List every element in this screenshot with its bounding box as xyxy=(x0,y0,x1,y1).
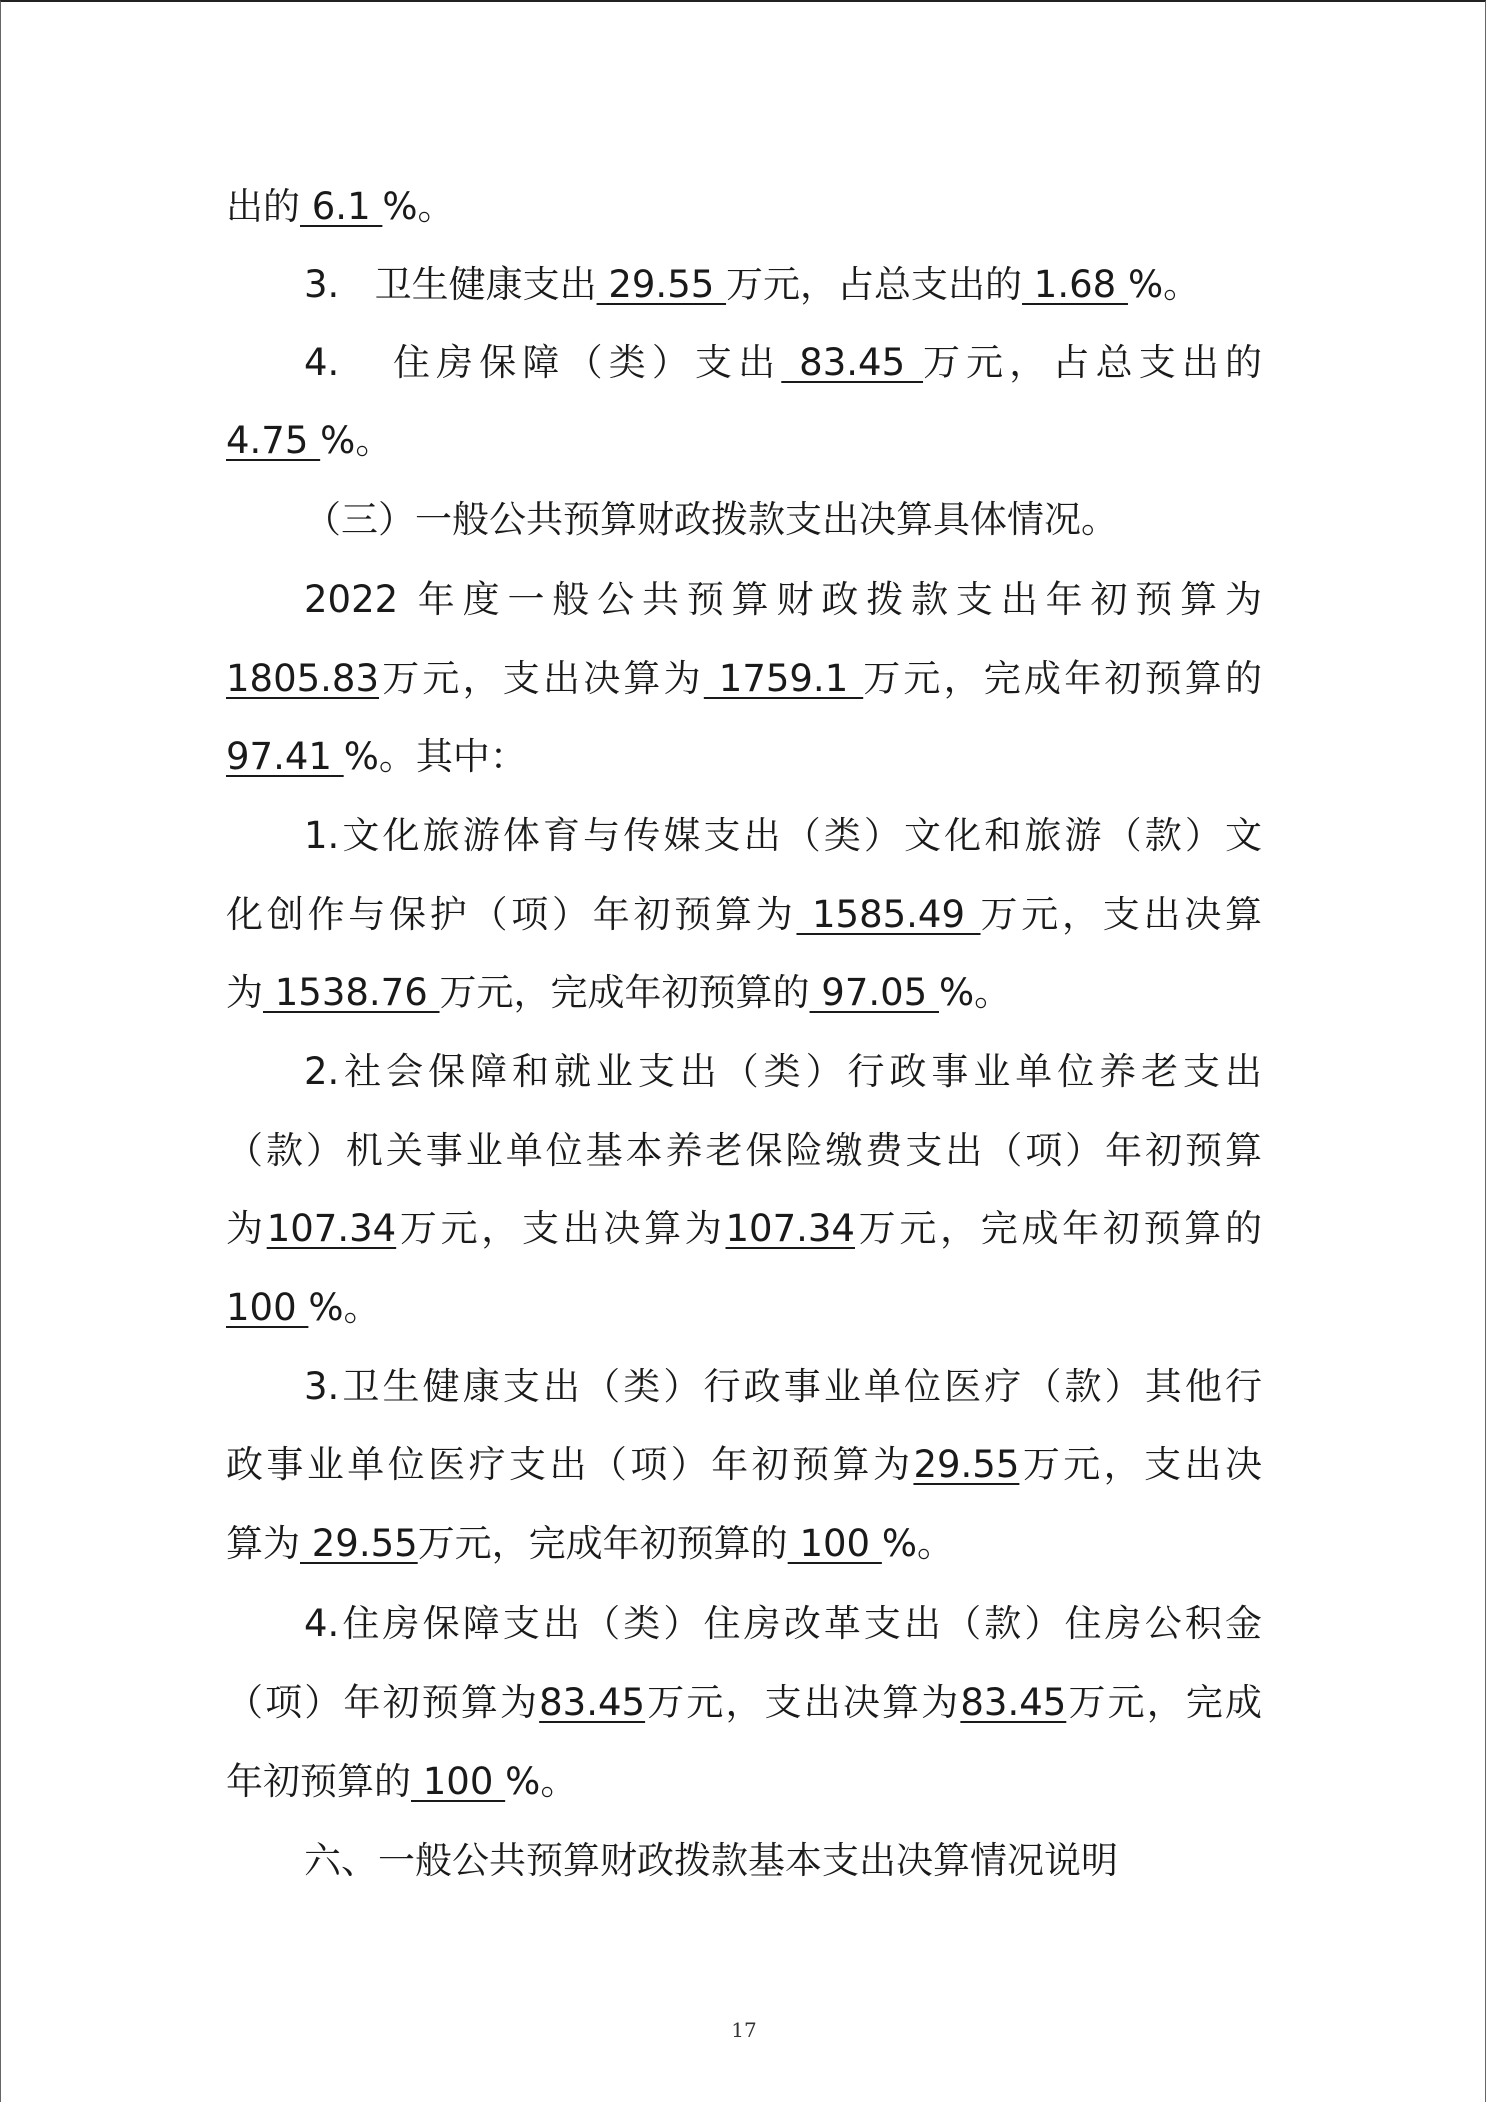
text-segment: 万元，完成 xyxy=(1066,1681,1263,1724)
text-line xyxy=(226,640,1262,718)
text-line xyxy=(226,1822,1262,1900)
text-line xyxy=(226,1504,1262,1584)
text-line xyxy=(226,1032,1262,1112)
text-segment: （三）一般公共预算财政拨款支出决算具体情况。 xyxy=(304,498,1118,541)
text-segment: %。其中： xyxy=(343,735,527,778)
underlined-value: 83.45 xyxy=(539,1681,646,1724)
text-segment: 化创作与保护（项）年初预算为 xyxy=(226,893,797,936)
text-segment: %。 xyxy=(382,185,455,228)
underlined-value: 100 xyxy=(787,1522,882,1565)
text-segment: 1.文化旅游体育与传媒支出（类）文化和旅游（款）文 xyxy=(304,814,1262,857)
underlined-value: 6.1 xyxy=(300,185,383,228)
text-segment: 万元，支出决算为 xyxy=(645,1681,961,1724)
underlined-value: 1585.49 xyxy=(796,893,981,936)
text-segment: 3.卫生健康支出（类）行政事业单位医疗（款）其他行 xyxy=(304,1365,1262,1408)
underlined-value: 1805.83 xyxy=(226,657,380,700)
text-segment: %。 xyxy=(938,971,1012,1014)
text-line xyxy=(226,1348,1262,1426)
text-line xyxy=(226,246,1262,324)
text-segment: 政事业单位医疗支出（项）年初预算为 xyxy=(226,1443,914,1486)
text-segment: 为 xyxy=(226,971,263,1014)
page-number: 17 xyxy=(731,2018,757,2042)
text-segment: 万元，完成年初预算的 xyxy=(854,1207,1262,1250)
underlined-value: 83.45 xyxy=(960,1681,1067,1724)
text-segment: 万元，占总支出的 xyxy=(726,263,1023,306)
underlined-value: 107.34 xyxy=(266,1207,397,1250)
text-segment: 3. 卫生健康支出 xyxy=(304,263,597,306)
underlined-value: 100 xyxy=(411,1760,506,1803)
text-line xyxy=(226,324,1262,402)
text-segment: 2022 年度一般公共预算财政拨款支出年初预算为 xyxy=(304,578,1262,621)
text-segment: %。 xyxy=(320,419,393,462)
text-segment: %。 xyxy=(308,1286,381,1329)
underlined-value: 97.41 xyxy=(226,735,344,778)
text-segment: 4. 住房保障（类）支出 xyxy=(304,341,782,384)
text-segment: 万元，支出决算 xyxy=(980,893,1263,936)
text-segment: 为 xyxy=(226,1207,267,1250)
text-segment: （项）年初预算为 xyxy=(226,1681,540,1724)
text-segment: 4.住房保障支出（类）住房改革支出（款）住房公积金 xyxy=(304,1602,1262,1645)
text-segment: 万元，占总支出的 xyxy=(923,341,1262,384)
text-line xyxy=(226,1268,1262,1348)
text-line xyxy=(226,718,1262,796)
underlined-value: 83.45 xyxy=(781,341,924,384)
text-segment: %。 xyxy=(1127,263,1201,306)
text-line xyxy=(226,480,1262,560)
text-line xyxy=(226,1190,1262,1268)
text-segment: %。 xyxy=(505,1760,578,1803)
text-segment: 万元，支出决 xyxy=(1019,1443,1262,1486)
text-segment: 六、一般公共预算财政拨款基本支出决算情况说明 xyxy=(304,1839,1118,1882)
text-line xyxy=(226,954,1262,1032)
text-segment: 万元，完成年初预算的 xyxy=(439,971,810,1014)
underlined-value: 1.68 xyxy=(1022,263,1128,306)
text-segment: 年初预算的 xyxy=(226,1760,411,1803)
text-segment: 出的 xyxy=(226,185,300,228)
text-line xyxy=(226,402,1262,480)
text-line xyxy=(226,1664,1262,1742)
text-segment: 万元，支出决算为 xyxy=(379,657,704,700)
underlined-value: 4.75 xyxy=(226,419,321,462)
text-segment: %。 xyxy=(881,1522,955,1565)
text-line xyxy=(226,796,1262,876)
text-segment: 2.社会保障和就业支出（类）行政事业单位养老支出 xyxy=(304,1050,1262,1093)
text-line xyxy=(226,560,1262,640)
text-segment: 万元，完成年初预算的 xyxy=(863,657,1262,700)
underlined-value: 97.05 xyxy=(809,971,939,1014)
underlined-value: 100 xyxy=(226,1286,309,1329)
text-segment: 算为 xyxy=(226,1522,300,1565)
underlined-value: 29.55 xyxy=(596,263,727,306)
underlined-value: 29.55 xyxy=(913,1443,1020,1486)
text-line xyxy=(226,168,1262,246)
text-segment: （款）机关事业单位基本养老保险缴费支出（项）年初预算 xyxy=(226,1129,1262,1172)
text-line xyxy=(226,1742,1262,1822)
text-line xyxy=(226,876,1262,954)
text-segment: 万元，支出决算为 xyxy=(396,1207,726,1250)
document-body xyxy=(226,168,1262,1900)
underlined-value: 1538.76 xyxy=(263,971,440,1014)
text-line xyxy=(226,1426,1262,1504)
underlined-value: 29.55 xyxy=(300,1522,418,1565)
underlined-value: 107.34 xyxy=(725,1207,855,1250)
text-line xyxy=(226,1584,1262,1664)
underlined-value: 1759.1 xyxy=(703,657,864,700)
text-line xyxy=(226,1112,1262,1190)
text-segment: 万元，完成年初预算的 xyxy=(417,1522,788,1565)
